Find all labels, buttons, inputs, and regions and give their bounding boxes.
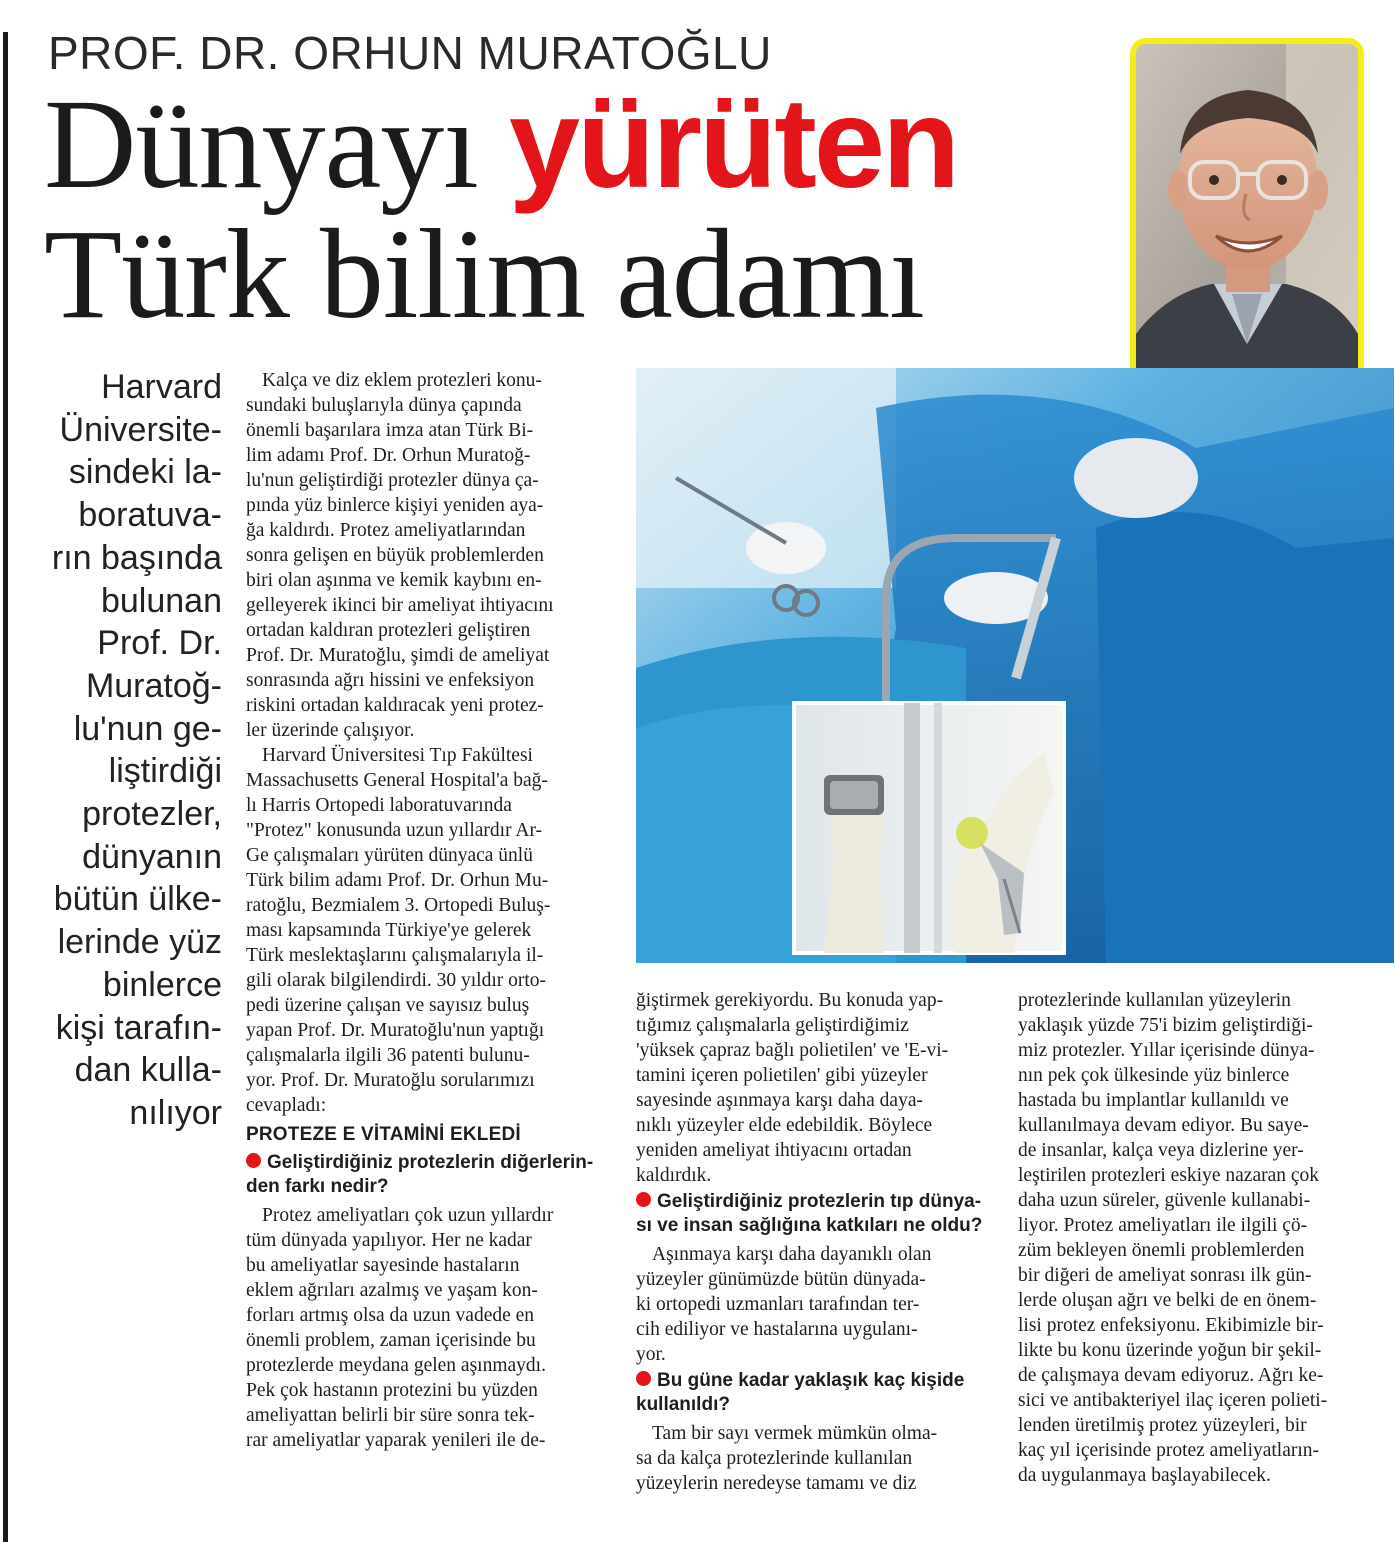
kicker-name: PROF. DR. ORHUN MURATOĞLU (48, 27, 772, 79)
bullet-dot-icon (636, 1371, 651, 1386)
answer-3: Tam bir sayı vermek mümkün olma- sa da kalça protezlerinde kullanılan yüzeylerin neredeyse tamamı ve diz (636, 1423, 938, 1494)
intro-deck: Harvard Üniversite- sindeki la- boratuva- rın başında bulunan Prof. Dr. Muratoğ- lu'nun ge- liştirdiği protezler, dünyanın bütün ülke- lerinde yüz binlerce kişi tarafın- dan kulla- nılıyor (51, 368, 222, 1132)
question-1 (246, 1151, 602, 1199)
answer-2: Aşınmaya karşı daha dayanıklı olan yüzeyler günümüzde bütün dünyada- ki ortopedi uzmanları tarafından ter- cih ediliyor ve hastalarına uygulanı- yor. (636, 1244, 932, 1365)
question-1-text: Geliştirdiğiniz protezlerin diğerlerin- den farkı nedir? (246, 1152, 594, 1197)
surgery-illustration (636, 368, 1394, 963)
answer-1: Protez ameliyatları çok uzun yıllardır tüm dünyada yapılıyor. Her ne kadar bu ameliyatlar sayesinde hastaların eklem ağrıları azalmış ve yaşam kon- forları artmış olsa da uzun vadede en önemli problem, zaman içerisinde bu protezlerde meydana gelen aşınmaydı. Pek çok hastanın protezini bu yüzden ameliyattan belirli bir süre sonra tek- rar ameliyatlar yaparak yenileri ile de- (246, 1205, 554, 1451)
question-3 (636, 1369, 988, 1417)
headline-part1: Dünyayı (44, 73, 509, 215)
bullet-dot-icon (636, 1192, 651, 1207)
surgery-photo (636, 368, 1394, 963)
question-2 (636, 1190, 988, 1238)
column-1 (246, 368, 602, 1453)
column-rule (3, 32, 8, 1542)
portrait-photo (1130, 38, 1364, 416)
portrait-illustration (1136, 44, 1358, 410)
question-2-text: Geliştirdiğiniz protezlerin tıp dünya- sı ve insan sağlığına katkıları ne oldu? (636, 1191, 983, 1236)
body-paragraph-2: Harvard Üniversitesi Tıp Fakültesi Massachusetts General Hospital'a bağ- lı Harris Ortopedi laboratuvarında "Protez" konusunda uzun yıllardır Ar- Ge çalışmaları yürüten dünyaca ünlü Türk bilim adamı Prof. Dr. Orhun Mu- ratoğlu, Bezmialem 3. Ortopedi Buluş- ması kapsamında Türkiye'ye gelerek Türk meslektaşlarını çalışmalarıyla il- gili olarak bilgilendirdi. 30 yıldır orto- pedi üzerine çalışan ve sayısız buluş yapan Prof. Dr. Muratoğlu'nun yaptığı çalışmalarla ilgili 36 patenti bulunu- yor. Prof. Dr. Muratoğlu sorularımızı cevapladı: (246, 745, 551, 1116)
bullet-dot-icon (246, 1153, 261, 1168)
question-3-text: Bu güne kadar yaklaşık kaç kişide kullanıldı? (636, 1370, 965, 1415)
headline-highlight: yürüten (508, 72, 958, 215)
column-3 (1018, 988, 1370, 1488)
column-2 (636, 988, 988, 1496)
headline (44, 72, 1134, 345)
answer-3-continued: protezlerinde kullanılan yüzeylerin yaklaşık yüzde 75'i bizim geliştirdiği- miz protezler. Yıllar içerisinde dünya- nın pek çok ülkesinde yüz binlerce hastada bu implantlar kullanıldı ve kullanılmaya devam ediyor. Bu saye- de insanlar, kalça veya dizlerine yer- leştirilen protezleri eskiye nazaran çok daha uzun süreler, güvenle kullanabi- liyor. Protez ameliyatları ile ilgili çö- züm bekleyen önemli problemlerden bir diğeri de ameliyat sonrası ilk gün- lerde oluşan ağrı ve belki de en önem- lisi protez enfeksiyonu. Ekibimizle bir- likte bu konu üzerinde yoğun bir şekil- de çalışmaya devam ediyoruz. Ağrı ke- sici ve antibakteriyel ilaç içeren polieti- lenden üretilmiş protez yüzeyleri, bir kaç yıl içerisinde protez ameliyatların- da uygulanmaya başlayabilecek. (1018, 990, 1328, 1486)
subheading: PROTEZE E VİTAMİNİ EKLEDİ (246, 1124, 521, 1145)
answer-1-continued: ğiştirmek gerekiyordu. Bu konuda yap- tığımız çalışmalarla geliştirdiğimiz 'yüksek çapraz bağlı polietilen' ve 'E-vi- tamini içeren polietilen' gibi yüzeyler sayesinde aşınmaya karşı daha daya- nıklı yüzeyler elde edebildik. Böylece yeniden ameliyat ihtiyacını ortadan kaldırdık. (636, 990, 949, 1186)
headline-line-1 (44, 72, 1134, 215)
body-paragraph-1: Kalça ve diz eklem protezleri konu- sundaki buluşlarıyla dünya çapında önemli başarılara imza atan Türk Bi- lim adamı Prof. Dr. Orhun Muratoğ- lu'nun geliştirdiği protezler dünya ça- pında yüz binlerce kişiyi yeniden aya- ğa kaldırdı. Protez ameliyatlarından sonra gelişen en büyük problemlerden biri olan aşınma ve kemik kaybını en- gelleyerek ikinci bir ameliyat ihtiyacını ortadan kaldıran protezleri geliştiren Prof. Dr. Muratoğlu, şimdi de ameliyat sonrasında ağrı hissini ve enfeksiyon riskini ortadan kaldıracak yeni protez- ler üzerinde çalışıyor. (246, 370, 554, 741)
headline-line-2: Türk bilim adamı (44, 203, 924, 345)
